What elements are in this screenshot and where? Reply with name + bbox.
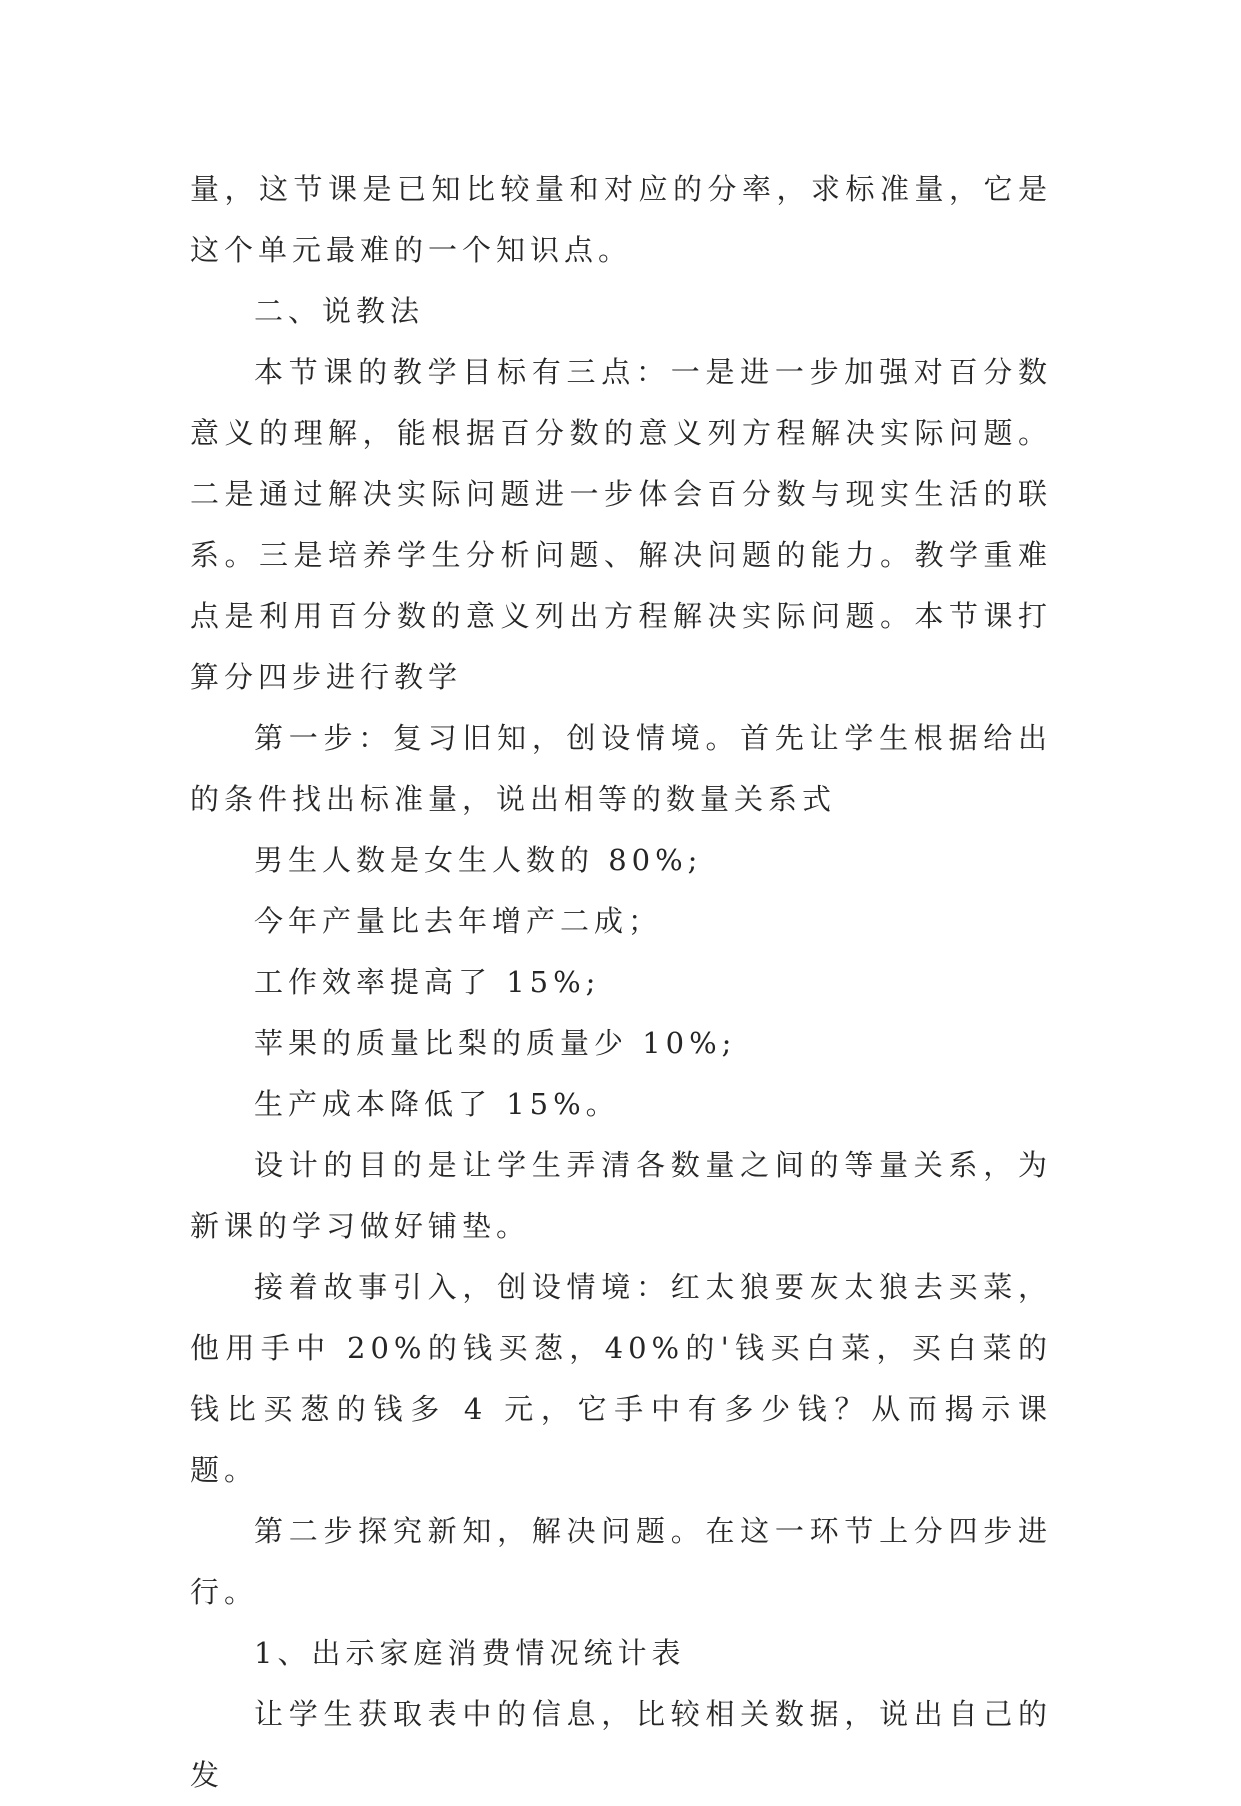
paragraph-step-one: 第一步：复习旧知，创设情境。首先让学生根据给出的条件找出标准量，说出相等的数量关系式 <box>190 721 1052 816</box>
paragraph-story-intro: 接着故事引入，创设情境：红太狼要灰太狼去买菜，他用手中 20%的钱买葱，40%的'钱买白菜，买白菜的钱比买葱的钱多 4 元，它手中有多少钱？从而揭示课题。 <box>190 1270 1052 1487</box>
example-line-3: 工作效率提高了 15%; <box>254 965 601 999</box>
paragraph-design-purpose: 设计的目的是让学生弄清各数量之间的等量关系，为新课的学习做好铺垫。 <box>190 1148 1052 1243</box>
paragraph-continuation: 量，这节课是已知比较量和对应的分率，求标准量，它是这个单元最难的一个知识点。 <box>190 172 1052 267</box>
example-line-4: 苹果的质量比梨的质量少 10%; <box>254 1026 737 1060</box>
example-line-2: 今年产量比去年增产二成； <box>254 904 663 938</box>
document-page <box>190 159 1052 1806</box>
example-line-1: 男生人数是女生人数的 80%; <box>254 843 703 877</box>
paragraph-table-info: 让学生获取表中的信息，比较相关数据，说出自己的发 <box>190 1697 1052 1792</box>
paragraph-step-two: 第二步探究新知，解决问题。在这一环节上分四步进行。 <box>190 1514 1052 1609</box>
list-item-1: 1、出示家庭消费情况统计表 <box>254 1636 686 1670</box>
paragraph-teaching-goals: 本节课的教学目标有三点：一是进一步加强对百分数意义的理解，能根据百分数的意义列方程解决实际问题。二是通过解决实际问题进一步体会百分数与现实生活的联系。三是培养学生分析问题、解决问题的能力。教学重难点是利用百分数的意义列出方程解决实际问题。本节课打算分四步进行教学 <box>190 355 1052 694</box>
example-line-5: 生产成本降低了 15%。 <box>254 1087 620 1121</box>
section-heading-teaching-method: 二、说教法 <box>254 294 425 328</box>
